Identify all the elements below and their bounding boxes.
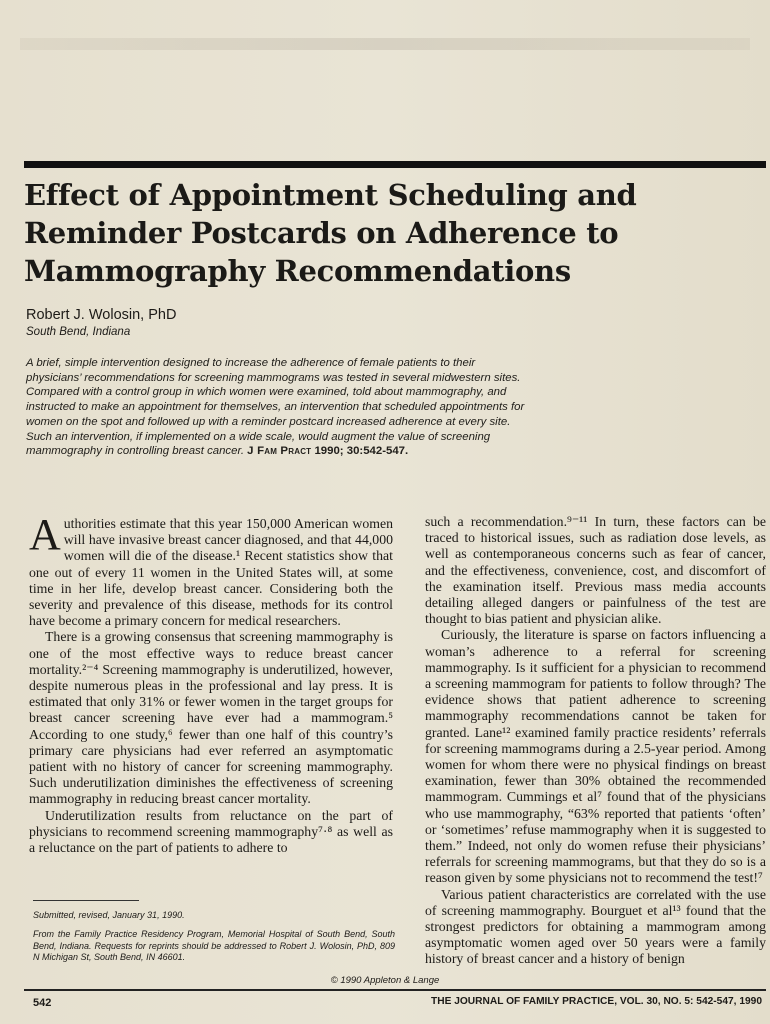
bleed-through-shadow (20, 38, 750, 50)
drop-cap: A (29, 510, 61, 559)
right-paragraph-2: Curiously, the literature is sparse on factors influencing a woman’s adherence to a referral for screening mammography. Is it sufficient for a physician to recommend a screening mammogram for patients to follow through? The evidence shows that patient adherence to screening mammography recommendations cannot be taken for granted. Lane¹² examined family practice residents’ referrals for screening mammograms during a 2.5-year period. Among women for whom there were no physical findings on breast examination, fewer than 30% obtained the recommended mammogram. Cummings et al⁷ found that of the physicians who use mammography, “63% reported that patients ‘often’ or ‘sometimes’ refuse mammography when it is suggested to them.” Indeed, not only do women refuse their physicians’ referrals for screening mammograms, but that they do so is a reason given by some physicians not to recommend the test!⁷ (425, 627, 766, 886)
title-rule (24, 161, 766, 168)
left-paragraph-2: There is a growing consensus that screening mammography is one of the most effective ways to reduce breast cancer mortality.²⁻⁴ Screening mammography is underutilized, however, despite numerous pleas in the professional and lay press. It is estimated that only 31% or fewer women in the target groups for breast cancer screening have ever had a mammogram.⁵ According to one study,⁶ fewer than one half of this country’s primary care physicians had ever referred an asymptomatic patient with no history of cancer for screening mammography. Such underutilization diminishes the effectiveness of screening mammography in reducing breast cancer mortality. (29, 629, 393, 807)
right-column (425, 514, 766, 968)
footnote-affiliation: From the Family Practice Residency Program, Memorial Hospital of South Bend, South Bend, Indiana. Requests for reprints should be addressed to Robert J. Wolosin, PhD, 809 N Michigan St, South Bend, IN 46601. (33, 929, 395, 962)
footnote-rule (33, 900, 139, 901)
citation-journal: J Fam Pract (247, 445, 312, 458)
left-paragraph-1-text: uthorities estimate that this year 150,000 American women will have invasive breast cancer diagnosed, and that 44,000 women will die of the disease.¹ Recent statistics show that one out of every 11 women in the United States will, at some time in her life, develop breast cancer. Considering both the severity and prevalence of this disease, methods for its control have become a primary concern for medical researchers. (29, 516, 393, 629)
footnote-submitted: Submitted, revised, January 31, 1990. (33, 910, 185, 920)
footer-rule (24, 989, 766, 991)
page-number: 542 (33, 997, 52, 1009)
abstract-text: A brief, simple intervention designed to increase the adherence of female patients to their physicians’ recommendations for screening mammograms was tested in several midwestern sites. Compared with a control group in which women were examined, told about mammography, and instructed to make an appointment for themselves, an intervention that scheduled appointments for women on the spot and followed up with a reminder postcard increased adherence at every site. Such an intervention, if implemented on a wide scale, would augment the value of screening mammography in controlling breast cancer. (26, 357, 525, 458)
right-paragraph-1: such a recommendation.⁹⁻¹¹ In turn, these factors can be traced to historical issues, such as radiation dose levels, as well as contemporaneous concerns such as fear of cancer, and the effectiveness, convenience, cost, and discomfort of the examination itself. Previous mass media accounts detailing alleged dangers or painfulness of the test are thought to bias patient and physician alike. (425, 514, 766, 627)
article-title: Effect of Appointment Scheduling and Reminder Postcards on Adherence to Mammography Recommendations (24, 178, 637, 288)
left-paragraph-3: Underutilization results from reluctance on the part of physicians to recommend screening mammography⁷·⁸ as well as a reluctance on the part of patients to adhere to (29, 807, 393, 856)
author-affiliation: South Bend, Indiana (26, 326, 131, 338)
left-paragraph-1 (29, 510, 393, 629)
citation (247, 445, 408, 457)
abstract (26, 356, 526, 459)
citation-details: 1990; 30:542-547. (314, 445, 409, 458)
left-column (29, 510, 393, 856)
running-footer: THE JOURNAL OF FAMILY PRACTICE, VOL. 30, NO. 5: 542-547, 1990 (430, 996, 762, 1007)
author-name: Robert J. Wolosin, PhD (26, 307, 177, 323)
copyright-line: © 1990 Appleton & Lange (330, 975, 440, 986)
right-paragraph-3: Various patient characteristics are correlated with the use of screening mammography. Bourguet et al¹³ found that the strongest predictors for obtaining a mammogram among asymptomatic women aged over 50 years were a family history of breast cancer and a history of benign (425, 886, 766, 967)
